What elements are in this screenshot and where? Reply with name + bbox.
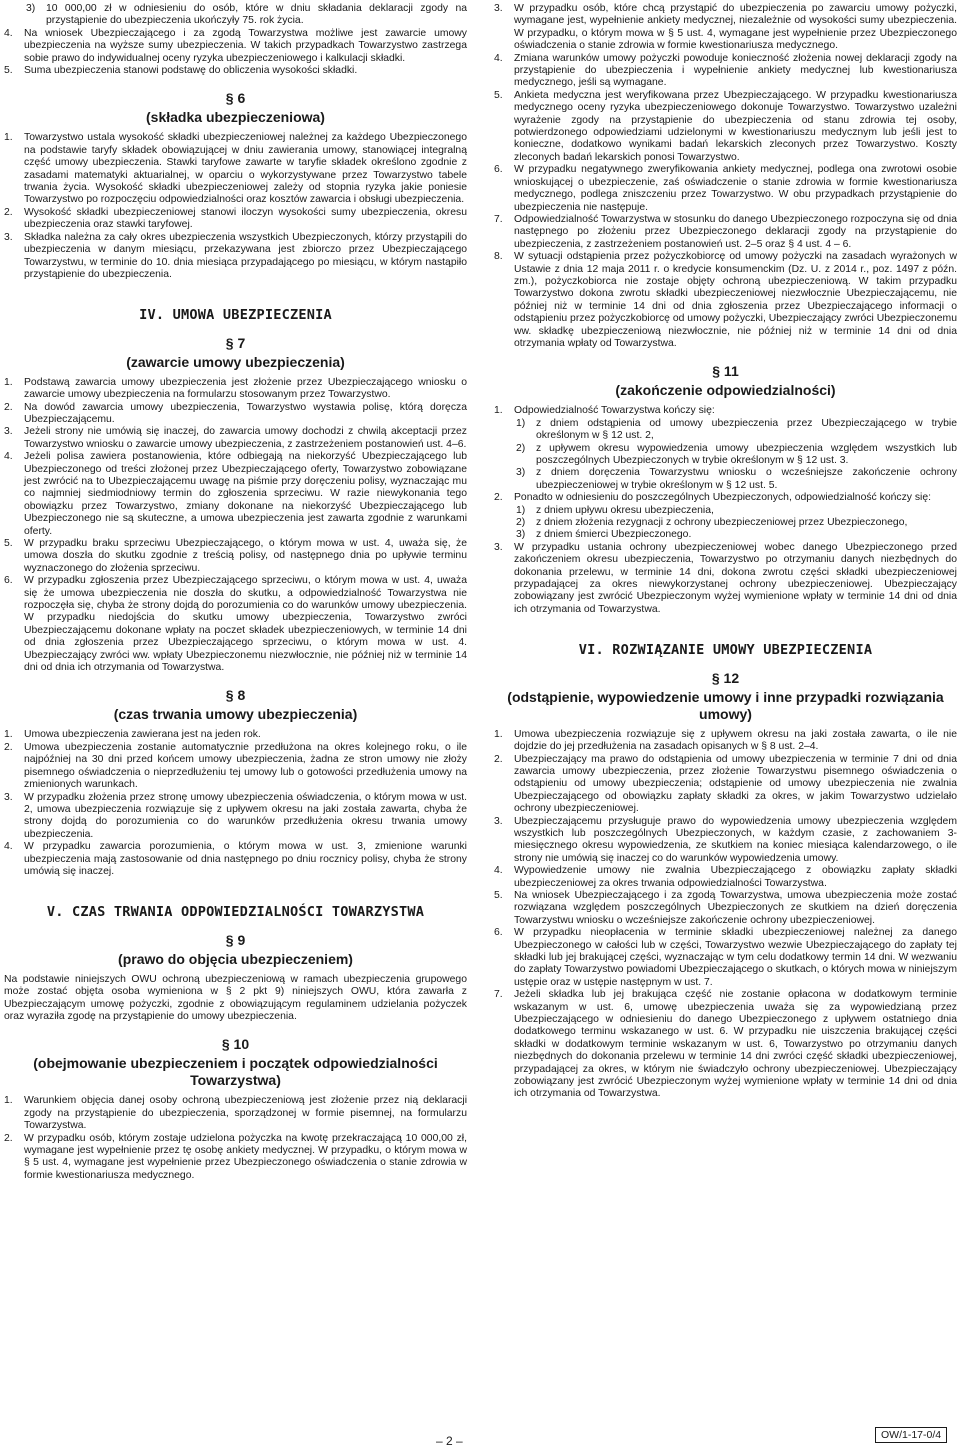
list-item [494,492,957,504]
item-text: Podstawą zawarcia umowy ubezpieczenia jest złożenie przez Ubezpieczającego wniosku o zawarcie umowy ubezpieczenia na formularzu stosowanym przez Towarzystwo. [24,376,467,401]
item-text: W przypadku ustania ochrony ubezpieczeniowej wobec danego Ubezpieczonego przed zakończeniem okresu ubezpieczenia, Towarzystwo po otrzymaniu danych niezbędnych do dokonania przelewu, w terminie 14 dni, dokona zwrotu części składki ubezpieczeniowej przypadającej za okres niewykorzystanej ochrony ubezpieczeniowej. Ubezpieczający zobowiązany jest zwrócić Ubezpieczonym wyżej wymienione wpłaty w terminie 14 dni od dnia ich otrzymania od Towarzystwa. [514,541,957,615]
item-text: W przypadku osób, którym zostaje udzielona pożyczka na kwotę przekraczającą 10 000,00 zł, wymagane jest wypełnienie przez tę osobę ankiety medycznej. W przypadku, o którym mowa w § 5 ust. 4, wymagane jest wypełnienie przez Ubezpieczonego oświadczenia o stanie zdrowia w formie kwestionariusza medycznego. [24,1132,467,1181]
list-item [494,405,957,417]
sub-list-item [494,517,957,529]
item-number: 3. [4,426,13,438]
item-text: Zmiana warunków umowy pożyczki powoduje konieczność złożenia nowej deklaracji zgody na przystąpienie do ubezpieczenia i wypełnienie ankiety medycznej lub kwestionariusza medycznego, jeśli są wymagane. [514,52,957,89]
item-number: 2) [516,442,526,454]
item-text: W przypadku nieopłacenia w terminie składki ubezpieczeniowej należnej za danego Ubezpieczonego w całości lub w części, Towarzystwo wezwie Ubezpieczającego do zapłaty tej składki lub jej brakującej części, wyznaczając w tym celu dodatkowy termin 14 dni. W wezwaniu do zapłaty Towarzystwo powiadomi Ubezpieczającego o skutkach, o których mowa w niniejszym ustępie oraz w ustępie następnym w ust. 7. [514,927,957,988]
section-11-number: § 11 [712,363,739,380]
left-column [4,3,467,1182]
section-8-number: § 8 [225,687,246,704]
item-number: 4. [4,841,13,853]
list-item [4,132,467,206]
item-text: Na wniosek Ubezpieczającego i za zgodą Towarzystwa, umowa ubezpieczenia może zostać rozwiązana względem poszczególnych Ubezpieczonych ze skutkiem na dzień doręczenia Towarzystwu wniosku o wcześniejsze zakończenie ochrony ubezpieczeniowej. [514,889,957,926]
list-item [4,377,467,402]
item-number: 2. [4,1132,13,1144]
item-text: Składka należna za cały okres ubezpieczenia wszystkich Ubezpieczonych, którzy przystąpili do ubezpieczenia w danym miesiącu, przekazywana jest zbiorczo przez Ubezpieczającego Towarzystwu, w terminie do 10. dnia miesiąca przypadającego po miesiącu, w którym nastąpiło przystąpienie do ubezpieczenia. [24,231,467,280]
section-9-number: § 9 [225,931,246,948]
list-item [4,1133,467,1183]
item-number: 8. [494,251,503,263]
item-text: Suma ubezpieczenia stanowi podstawę do obliczenia wysokości składki. [24,65,358,77]
item-number: 1. [4,132,13,144]
item-text: 10 000,00 zł w odniesieniu do osób, które w dniu składania deklaracji zgody na przystąpienie do ubezpieczenia ukończyły 75. rok życia. [46,3,467,27]
list-item [494,754,957,816]
list-item [494,53,957,90]
list-item [4,575,467,674]
item-number: 2. [494,492,503,504]
item-text: Wysokość składki ubezpieczeniowej stanowi iloczyn wysokości sumy ubezpieczenia, okresu ubezpieczenia oraz stawki taryfowej. [24,206,467,231]
list-item [4,232,467,282]
item-number: 3. [494,815,503,827]
section-6-title: (składka ubezpieczeniowa) [146,109,325,126]
section-9-text: Na podstawie niniejszych OWU ochroną ubezpieczeniową w ramach ubezpieczenia grupowego może zostać objęta osoba wymieniona w § 2 pkt 9) niniejszych OWU, która zawarła z Ubezpieczającym umowę pożyczki, zgodnie z obowiązującym regulaminem udzielania pożyczek oraz wyraziła zgodę na przystąpienie do umowy ubezpieczenia. [4,973,467,1022]
chapter-6-heading: VI. ROZWIĄZANIE UMOWY UBEZPIECZENIA [578,642,873,659]
item-text: Towarzystwo ustala wysokość składki ubezpieczeniowej należnej za każdego Ubezpieczonego na podstawie taryfy składek obowiązującej w dniu zawierania umowy, stanowiącej integralną część umowy ubezpieczenia. Stawki taryfowe zawarte w taryfie składek określono zgodnie z zasadami matematyki aktuarialnej, w oparciu o wykorzystywane przez Towarzystwo tabele trwania życia. Wysokość składki ubezpieczeniowej zależy od stopnia ryzyka jakie poniesie Towarzystwo po rozpoczęciu odpowiedzialności oraz kosztów zawarcia i obsługi ubezpieczenia. [24,132,467,206]
item-text: z dniem doręczenia Towarzystwu wniosku o wcześniejsze zakończenie ochrony ubezpieczeniowej w trybie określonym w § 12 ust. 5. [536,467,957,491]
item-number: 4. [494,52,503,64]
item-number: 7. [494,989,503,1001]
list-item [494,729,957,754]
item-text: z dniem złożenia rezygnacji z ochrony ubezpieczeniowej przez Ubezpieczonego, [536,517,908,529]
item-number: 3) [26,3,36,14]
item-number: 4. [4,451,13,463]
document-code: OW/1-17-0/4 [875,1427,947,1443]
sub-list-item [494,443,957,468]
item-number: 6. [494,927,503,939]
section-12-title: (odstąpienie, wypowiedzenie umowy i inne przypadki rozwiązania umowy) [507,688,944,722]
item-text: Wypowiedzenie umowy nie zwalnia Ubezpieczającego z obowiązku zapłaty składki ubezpieczeniowej za okres trwania odpowiedzialności Towarzystwa. [514,865,957,889]
item-number: 3. [494,3,503,14]
list-item [4,451,467,538]
list-item [494,164,957,214]
item-number: 2. [4,206,13,218]
list-item [4,841,467,878]
right-column [494,3,957,1101]
list-item [494,251,957,350]
item-number: 3) [516,467,526,479]
item-text: Odpowiedzialność Towarzystwa w stosunku do danego Ubezpieczonego rozpoczyna się od dnia następnego po złożeniu przez Ubezpieczonego deklaracji zgody na przystąpienie do ubezpieczenia, z zastrzeżeniem postanowień ust. 2–5 oraz § 4 ust. 4 – 6. [514,213,957,250]
item-number: 1. [494,405,503,417]
sub-list-item [494,529,957,541]
item-number: 5. [4,65,13,77]
item-text: W przypadku zawarcia porozumienia, o którym mowa w ust. 3, zmienione warunki ubezpieczenia mają zastosowanie od dnia następnego po dniu rocznicy polisy, chyba że strony umówią się inaczej. [24,841,467,877]
item-text: Ubezpieczającemu przysługuje prawo do wypowiedzenia umowy ubezpieczenia względem wszystkich lub poszczególnych Ubezpieczonych, w każdym czasie, z zachowaniem 3-miesięcznego okresu wypowiedzenia, ze skutkiem na koniec miesiąca kalendarzowego, o ile strony nie umówią się inaczej co do warunków wypowiedzenia umowy. [514,815,957,864]
list-item [494,3,957,53]
item-text: Umowa ubezpieczenia zawierana jest na jeden rok. [24,729,261,741]
list-item [4,65,467,77]
section-8-title: (czas trwania umowy ubezpieczenia) [113,706,358,723]
item-text: Jeżeli składka lub jej brakująca część nie zostanie opłacona w dodatkowym terminie wskazanym w ust. 6, umowę ubezpieczenia uważa się za wypowiedzianą przez Ubezpieczającego w odniesieniu do danego Ubezpieczonego z upływem ostatniego dnia dodatkowego terminu wskazanego w ust. 6. W przypadku nie uiszczenia brakującej części składki w dodatkowym terminie wskazanym w ust. 6, Towarzystwo po otrzymaniu danych niezbędnych do dokonania przelewu w terminie 14 dni zwróci część składki ubezpieczeniowej, przypadającej za okres, w którym nie świadczyło ochrony ubezpieczeniowej. Ubezpieczający zobowiązany jest zwrócić Ubezpieczonym wyżej wymienione wpłaty w terminie 14 dni od dnia ich otrzymania od Towarzystwa. [514,989,957,1100]
sub-list-item [494,467,957,492]
item-text: Jeżeli strony nie umówią się inaczej, do zawarcia umowy dochodzi z chwilą akceptacji przez Towarzystwo wniosku o zawarcie umowy ubezpieczenia, z zastrzeżeniem postanowień ust. 4–6. [24,426,467,450]
item-number: 6. [494,164,503,176]
sub-list-item [4,3,467,28]
item-number: 6. [4,575,13,587]
chapter-4-heading: IV. UMOWA UBEZPIECZENIA [139,307,332,324]
item-text: z dniem upływu okresu ubezpieczenia, [536,504,714,516]
list-item [494,927,957,989]
item-text: Ankieta medyczna jest weryfikowana przez Ubezpieczającego. W przypadku kwestionariusza medycznego oceny ryzyka ubezpieczeniowego dokonuje Towarzystwo. Towarzystwo uzależni wyrażenie zgody na przystąpienie do ubezpieczenia od stanu zdrowia tej osoby, potwierdzonego odpowiedziami udzielonymi w kwestionariuszu medycznym lub jeśli jest to konieczne, dodatkowo wynikami badań lekarskich zleconych przez Towarzystwo. Koszty zleconych badań lekarskich ponosi Towarzystwo. [514,89,957,163]
item-text: Umowa ubezpieczenia rozwiązuje się z upływem okresu na jaki została zawarta, o ile nie dojdzie do jej przedłużenia na zasadach opisanych w § 8 ust. 2–4. [514,728,957,753]
item-number: 3) [516,529,526,541]
item-number: 3. [4,791,13,803]
item-text: W sytuacji odstąpienia przez pożyczkobiorcę od umowy pożyczki na zasadach wyrażonych w Ustawie z dnia 12 maja 2011 r. o kredycie konsumenckim (Dz. U. z 2014 r., poz. 1497 z późn. zm.), pożyczkobiorca nie zostaje objęty ochroną ubezpieczeniową. W takim przypadku Towarzystwo dokona zwrotu składki ubezpieczeniowej niezwłocznie Ubezpieczającemu, nie później niż w terminie 14 dni od dnia zgłoszenia przez Ubezpieczającego informacji o odstąpieniu przez pożyczkobiorcę od umowy pożyczki, Ubezpieczający zwróci Ubezpieczonemu ww. składkę ubezpieczeniową niezwłocznie, nie później niż w terminie 14 dni od dnia otrzymania wpłaty od Towarzystwa. [514,251,957,349]
item-number: 3. [4,231,13,243]
item-number: 3. [494,541,503,553]
item-text: Jeżeli polisa zawiera postanowienia, które odbiegają na niekorzyść Ubezpieczającego lub Ubezpieczonego od treści złożonej przez Ubezpieczającego oferty, Towarzystwo zobowiązane jest zwrócić na to Ubezpieczającemu uwagę na piśmie przy doręczeniu polisy, wyznaczając mu co najmniej siedmiodniowy termin do zgłoszenia sprzeciwu. W razie niewykonania tego obowiązku przez Towarzystwo, zmiany dokonane na niekorzyść Ubezpieczającego lub Ubezpieczonego nie są skuteczne, a umowa ubezpieczenia jest zawarta zgodnie z warunkami oferty. [24,451,467,537]
item-text: Na dowód zawarcia umowy ubezpieczenia, Towarzystwo wystawia polisę, którą doręcza Ubezpieczającemu. [24,401,467,425]
item-number: 1. [4,376,13,388]
list-item [4,1095,467,1132]
section-6-number: § 6 [225,90,246,107]
list-item [494,816,957,866]
section-7-title: (zawarcie umowy ubezpieczenia) [126,353,345,370]
section-11-title: (zakończenie odpowiedzialności) [615,382,836,399]
item-number: 5. [494,889,503,901]
list-item [494,90,957,164]
list-item [494,542,957,616]
list-item [494,214,957,251]
list-item [4,729,467,741]
list-item [4,742,467,792]
item-number: 2. [4,401,13,413]
item-number: 4. [4,27,13,39]
item-number: 1) [516,417,526,429]
sub-list-item [494,418,957,443]
item-text: W przypadku negatywnego zweryfikowania ankiety medycznej, podlega ona zwrotowi osobie wnioskującej o ubezpieczenie, zaś oświadczenie o stanie zdrowia w formie kwestionariusza medycznego, podlega zniszczeniu przez Towarzystwo. W obu przypadkach przystąpienie do ubezpieczenia nie następuje. [514,164,957,213]
item-number: 2) [516,517,526,529]
list-item [494,865,957,890]
item-text: W przypadku osób, które chcą przystąpić do ubezpieczenia po zawarciu umowy pożyczki, wymagane jest, wypełnienie ankiety medycznej, niezależnie od wysokości sumy ubezpieczenia. W przypadku, o którym mowa w § 5 ust. 4, wymagane jest wypełnienie przez Ubezpieczonego oświadczenia o stanie zdrowia w formie kwestionariusza medycznego. [514,3,957,52]
list-item [4,426,467,451]
list-item [494,989,957,1101]
item-number: 1. [4,729,13,741]
chapter-5-heading: V. CZAS TRWANIA ODPOWIEDZIALNOŚCI TOWARZYSTWA [46,904,425,921]
item-number: 1. [494,728,503,740]
section-10-number: § 10 [221,1036,250,1053]
item-number: 1. [4,1095,13,1107]
item-text: W przypadku braku sprzeciwu Ubezpieczającego, o którym mowa w ust. 4, uważa się, że umowa doszła do skutku zgodnie z treścią polisy, od następnego dnia po upływie terminu wyznaczonego do złożenia sprzeciwu. [24,538,467,574]
item-text: z dniem odstąpienia od umowy ubezpieczenia przez Ubezpieczającego w trybie określonym w § 12 ust. 2, [536,417,957,442]
sub-list-item [494,505,957,517]
item-text: Na wniosek Ubezpieczającego i za zgodą Towarzystwa możliwe jest zawarcie umowy ubezpieczenia na wyższe sumy ubezpieczenia. W takich przypadkach Towarzystwo zastrzega sobie prawo do indywidualnej oceny ryzyka ubezpieczeniowego i kalkulacji składki. [24,27,467,64]
item-number: 5. [494,89,503,101]
item-number: 2. [4,741,13,753]
item-text: z dniem śmierci Ubezpieczonego. [536,529,692,541]
item-text: z upływem okresu wypowiedzenia umowy ubezpieczenia względem wszystkich lub poszczególnych Ubezpieczonych w trybie określonym w § 12 ust. 3. [536,442,957,466]
item-text: Ubezpieczający ma prawo do odstąpienia od umowy ubezpieczenia w terminie 7 dni od dnia zawarcia umowy ubezpieczenia, przez złożenie Towarzystwu pisemnego oświadczenia o odstąpieniu od umowy ubezpieczenia; odstąpienie od umowy ubezpieczenia nie zwalnia Ubezpieczającego od obowiązku zapłaty składki za okres, w jakim Towarzystwo udzielało ochrony ubezpieczeniowej. [514,753,957,815]
item-text: W przypadku zgłoszenia przez Ubezpieczającego sprzeciwu, o którym mowa w ust. 4, uważa się że umowa ubezpieczenia nie doszła do skutku, a odpowiedzialność Towarzystwa nie rozpoczęła się, chyba że strony dojdą do porozumienia co do warunków umowy ubezpieczenia. W przypadku niedojścia do skutku umowy ubezpieczenia, Towarzystwo zwróci Ubezpieczającemu dokonane wpłaty na poczet składek ubezpieczeniowych, w terminie 14 dni od dnia zgłoszenia przez Ubezpieczającego sprzeciwu, o którym mowa w ust. 4. Ubezpieczający zwróci ww. wpłaty Ubezpieczonemu niezwłocznie, nie później niż w terminie 14 dni od dnia ich otrzymania od Towarzystwa. [24,575,467,674]
item-number: 2. [494,753,503,765]
item-text: Odpowiedzialność Towarzystwa kończy się: [514,405,715,417]
item-text: Umowa ubezpieczenia zostanie automatycznie przedłużona na okres kolejnego roku, o ile najpóźniej na 30 dni przed końcem umowy ubezpieczenia, żadna ze stron umowy nie złoży pisemnego oświadczenia o nieprzedłużeniu tej umowy lub o gotowości przedłużenia umowy na zmienionych warunkach. [24,741,467,791]
list-item [4,792,467,842]
section-9-title: (prawo do objęcia ubezpieczeniem) [118,950,353,967]
page-number: – 2 – [436,1434,463,1448]
section-7-number: § 7 [225,334,246,351]
list-item [4,538,467,575]
list-item [4,28,467,65]
item-number: 7. [494,213,503,225]
item-text: Warunkiem objęcia danej osoby ochroną ubezpieczeniową jest złożenie przez nią deklaracji zgody na przystąpienie do ubezpieczenia, sporządzonej w formie pisemnej, na formularzu Towarzystwa. [24,1095,467,1132]
section-12-number: § 12 [711,669,740,686]
section-10-title: (obejmowanie ubezpieczeniem i początek odpowiedzialności Towarzystwa) [33,1055,438,1089]
item-text: W przypadku złożenia przez stronę umowy ubezpieczenia oświadczenia, o którym mowa w ust. 2, umowa ubezpieczenia rozwiązuje się z upływem okresu na jaki została zawarta, chyba że strony dojdą do porozumienia co do warunków przedłużenia okresu trwania umowy ubezpieczenia. [24,791,467,840]
list-item [4,402,467,427]
list-item [4,207,467,232]
item-text: Ponadto w odniesieniu do poszczególnych Ubezpieczonych, odpowiedzialność kończy się: [514,492,932,504]
item-number: 4. [494,865,503,877]
item-number: 5. [4,538,13,549]
item-number: 1) [516,504,526,516]
list-item [494,890,957,927]
